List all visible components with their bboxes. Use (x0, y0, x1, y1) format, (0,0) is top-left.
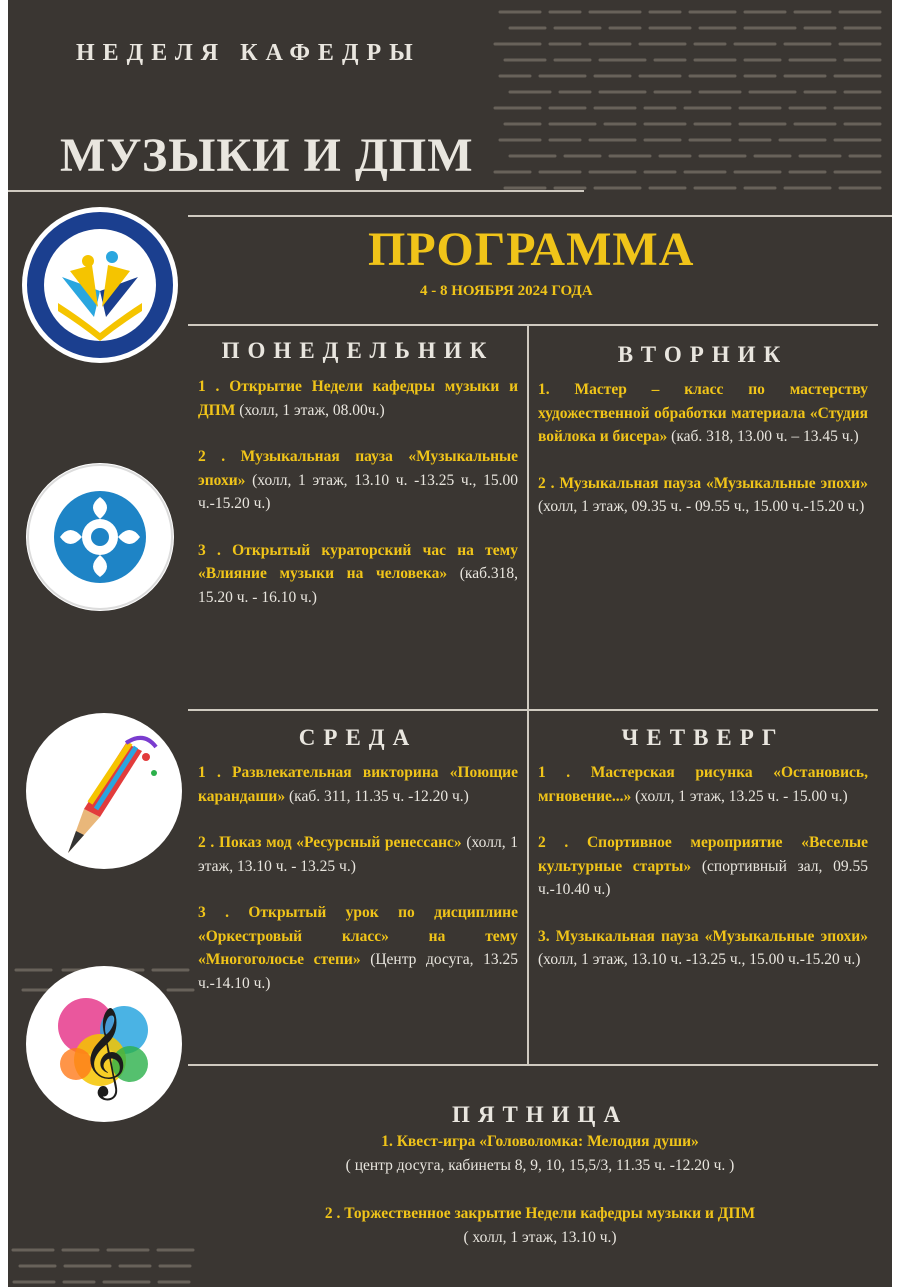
wednesday-block (198, 761, 518, 1018)
treble-clef-icon (26, 966, 182, 1122)
friday-title: ПЯТНИЦА (451, 1102, 629, 1127)
friday-item-1-title: 1. Квест-игра «Головоломка: Мелодия души» (381, 1133, 699, 1150)
wednesday-item-2: 2 . Показ мод «Ресурсный ренессанс» (холл, 1 этаж, 13.10 ч. - 13.25 ч.) (198, 834, 518, 875)
thursday-block (538, 761, 868, 995)
friday-item-1 (208, 1130, 872, 1177)
monday-block (198, 375, 518, 632)
music-pencil-logo (26, 713, 182, 869)
friday-item-2-title: 2 . Торжественное закрытие Недели кафедры музыки и ДПМ (324, 1205, 756, 1222)
monday-item-1: 1 . Открытие Недели кафедры музыки и ДПМ (холл, 1 этаж, 08.00ч.) (198, 378, 518, 419)
treble-clef-logo (26, 966, 182, 1122)
tuesday-title: ВТОРНИК (617, 342, 789, 367)
svg-text:𝄞: 𝄞 (80, 1007, 128, 1097)
program-dates: 4 - 8 НОЯБРЯ 2024 ГОДА (420, 283, 593, 299)
wednesday-title: СРЕДА (298, 725, 418, 750)
thursday-item-3: 3. Музыкальная пауза «Музыкальные эпохи» (холл, 1 этаж, 13.10 ч. -13.25 ч., 15.00 ч.-15.20 ч.) (538, 927, 868, 968)
program-top-divider (188, 215, 892, 217)
monday-item-2: 2 . Музыкальная пауза «Музыкальные эпохи» (холл, 1 этаж, 13.10 ч. -13.25 ч., 15.00 ч.-15.20 ч.) (198, 448, 518, 512)
friday-item-2-details: ( холл, 1 этаж, 13.10 ч.) (463, 1228, 617, 1246)
grid-vertical-divider (527, 324, 529, 1064)
thursday-title: ЧЕТВЕРГ (621, 725, 785, 750)
header-divider (8, 190, 584, 192)
college-emblem-icon (22, 207, 178, 363)
friday-item-2 (208, 1202, 872, 1249)
tuesday-item-1: 1. Мастер – класс по мастерству художественной обработки материала «Студия войлока и бисера» (каб. 318, 13.00 ч. – 13.45 ч.) (538, 381, 868, 445)
thursday-item-2: 2 . Спортивное мероприятие «Веселые культурные старты» (спортивный зал, 09.55 ч.-10.40 ч.) (538, 834, 868, 898)
program-title: ПРОГРАММА (368, 223, 695, 276)
monday-title: ПОНЕДЕЛЬНИК (221, 338, 495, 363)
tuesday-block (538, 378, 868, 542)
wednesday-item-1: 1 . Развлекательная викторина «Поющие карандаши» (каб. 311, 11.35 ч. -12.20 ч.) (198, 764, 518, 805)
grid-bottom-divider (188, 1064, 878, 1066)
wednesday-item-3: 3 . Открытый урок по дисциплине «Оркестровый класс» на тему «Многоголосье степи» (Центр досуга, 13.25 ч.-14.10 ч.) (198, 904, 518, 992)
monday-item-3: 3 . Открытый кураторский час на тему «Влияние музыки на человека» (каб.318, 15.20 ч. - 16.10 ч.) (198, 541, 518, 606)
ornament-icon (26, 463, 174, 611)
poster (8, 0, 892, 1287)
grid-middle-divider (188, 709, 878, 711)
thursday-item-1: 1 . Мастерская рисунка «Остановись, мгновение...» (холл, 1 этаж, 13.25 ч. - 15.00 ч.) (538, 764, 868, 805)
header-line2: МУЗЫКИ И ДПМ (60, 129, 474, 182)
texture-decoration (490, 0, 892, 215)
college-logo (22, 207, 178, 363)
music-pencil-icon (26, 713, 182, 869)
header-line1: НЕДЕЛЯ КАФЕДРЫ (76, 40, 421, 66)
grid-top-divider (188, 324, 878, 326)
ministry-logo (26, 463, 174, 611)
friday-item-1-details: ( центр досуга, кабинеты 8, 9, 10, 15,5/3, 11.35 ч. -12.20 ч. ) (345, 1156, 735, 1174)
tuesday-item-2: 2 . Музыкальная пауза «Музыкальные эпохи» (холл, 1 этаж, 09.35 ч. - 09.55 ч., 15.00 ч.-15.20 ч.) (538, 474, 868, 515)
